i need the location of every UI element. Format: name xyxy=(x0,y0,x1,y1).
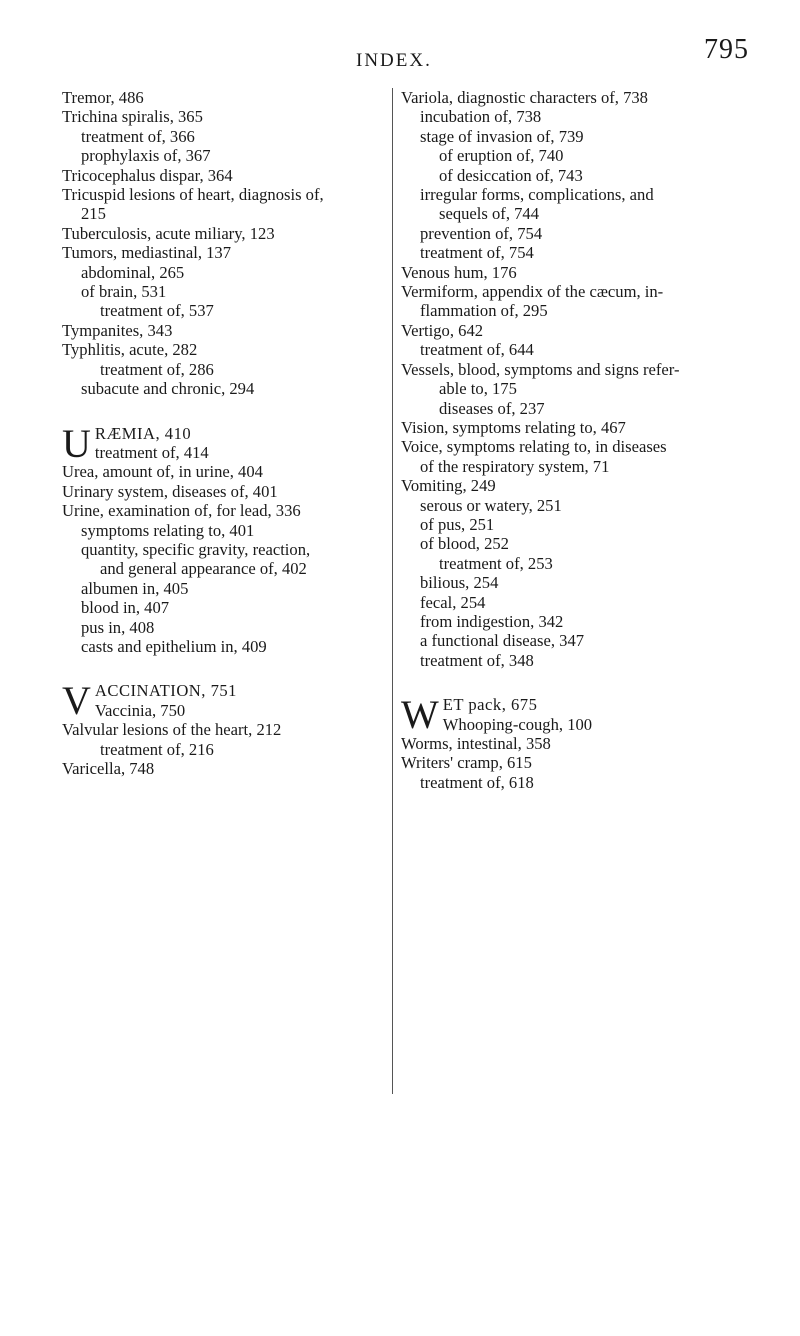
index-entry: Urine, examination of, for lead, 336 xyxy=(62,501,301,521)
index-subentry: treatment of, 348 xyxy=(420,650,534,670)
index-entry: Writers' cramp, 615 xyxy=(401,753,532,773)
index-entry: Variola, diagnostic characters of, 738 xyxy=(401,88,648,107)
index-subentry: quantity, specific gravity, reaction, xyxy=(81,539,311,559)
index-subentry: and general appearance of, 402 xyxy=(100,559,307,579)
index-entry: Vessels, blood, symptoms and signs refer- xyxy=(401,359,680,379)
index-subentry: subacute and chronic, 294 xyxy=(81,379,255,399)
index-subentry: stage of invasion of, 739 xyxy=(420,126,584,146)
index-subentry: pus in, 408 xyxy=(81,617,155,637)
column-divider xyxy=(392,88,393,1094)
index-subentry: treatment of, 253 xyxy=(439,553,553,573)
page-number: 795 xyxy=(704,34,749,65)
left-column xyxy=(62,88,384,778)
page-header xyxy=(0,34,800,84)
index-subentry: treatment of, 754 xyxy=(420,243,534,263)
index-entry: Vision, symptoms relating to, 467 xyxy=(401,417,626,437)
index-subentry: of pus, 251 xyxy=(420,514,495,534)
index-subentry: a functional disease, 347 xyxy=(420,631,585,651)
index-subentry: treatment of, 216 xyxy=(100,739,214,759)
index-section-t xyxy=(62,88,384,399)
drop-cap-w: W xyxy=(401,692,439,738)
index-entry: Urinary system, diseases of, 401 xyxy=(62,481,278,501)
index-entry: Tricocephalus dispar, 364 xyxy=(62,165,233,185)
index-subentry: diseases of, 237 xyxy=(439,398,545,418)
index-subentry: treatment of, 286 xyxy=(100,359,214,379)
index-subentry: blood in, 407 xyxy=(81,598,170,618)
index-entry: Varicella, 748 xyxy=(62,759,155,778)
index-entry: Worms, intestinal, 358 xyxy=(401,734,551,753)
index-section-w xyxy=(401,692,746,792)
index-subentry: irregular forms, complications, and xyxy=(420,185,654,205)
index-entry: Tricuspid lesions of heart, diagnosis of, xyxy=(62,185,324,205)
index-entry: Tremor, 486 xyxy=(62,88,144,107)
index-entry: ACCINATION, 751 xyxy=(94,681,237,701)
index-subentry: sequels of, 744 xyxy=(439,204,540,224)
index-subentry: treatment of, 414 xyxy=(94,442,209,462)
index-subentry: bilious, 254 xyxy=(420,573,499,593)
index-entry: Urea, amount of, in urine, 404 xyxy=(62,462,263,482)
index-entry: Tuberculosis, acute miliary, 123 xyxy=(62,223,275,243)
index-subentry: albumen in, 405 xyxy=(81,578,189,598)
index-entry: Voice, symptoms relating to, in diseases xyxy=(401,437,667,457)
index-subentry: symptoms relating to, 401 xyxy=(81,520,255,540)
index-entry: Typhlitis, acute, 282 xyxy=(62,340,198,360)
index-subentry: treatment of, 537 xyxy=(100,301,214,321)
index-subentry: of brain, 531 xyxy=(81,282,167,302)
index-subentry: serous or watery, 251 xyxy=(420,495,562,515)
index-subentry: of desiccation of, 743 xyxy=(439,165,583,185)
index-entry: Vermiform, appendix of the cæcum, in- xyxy=(401,282,664,302)
index-subentry: 215 xyxy=(81,204,106,224)
index-subentry: prophylaxis of, 367 xyxy=(81,146,211,166)
index-entry: Whooping-cough, 100 xyxy=(442,714,593,734)
index-subentry: treatment of, 366 xyxy=(81,126,195,146)
index-subentry: casts and epithelium in, 409 xyxy=(81,636,267,656)
index-subentry: able to, 175 xyxy=(439,379,517,399)
index-entry: Trichina spiralis, 365 xyxy=(62,107,203,127)
running-title: INDEX. xyxy=(356,50,432,71)
index-subentry: treatment of, 618 xyxy=(420,772,534,792)
index-subentry: of eruption of, 740 xyxy=(439,146,564,166)
index-section-u xyxy=(62,420,384,657)
drop-cap-v: V xyxy=(62,678,91,724)
index-entry: RÆMIA, 410 xyxy=(94,423,192,443)
index-section-v-continued xyxy=(401,88,746,670)
index-entry: Vomiting, 249 xyxy=(401,476,496,496)
index-section-v xyxy=(62,678,384,778)
right-column xyxy=(401,88,746,792)
index-subentry: flammation of, 295 xyxy=(420,301,548,321)
index-subentry: prevention of, 754 xyxy=(420,223,543,243)
index-subentry: abdominal, 265 xyxy=(81,262,185,282)
drop-cap-u: U xyxy=(62,420,91,466)
index-entry: Tumors, mediastinal, 137 xyxy=(62,243,232,263)
index-subentry: treatment of, 644 xyxy=(420,340,534,360)
index-subentry: from indigestion, 342 xyxy=(420,611,564,631)
index-entry: ET pack, 675 xyxy=(442,695,538,715)
index-entry: Venous hum, 176 xyxy=(401,262,517,282)
index-entry: Vertigo, 642 xyxy=(401,320,484,340)
index-subentry: fecal, 254 xyxy=(420,592,486,612)
index-entry: Tympanites, 343 xyxy=(62,320,173,340)
index-subentry: incubation of, 738 xyxy=(420,107,542,127)
index-entry: Valvular lesions of the heart, 212 xyxy=(62,720,282,740)
index-entry: Vaccinia, 750 xyxy=(94,700,186,720)
index-subentry: of blood, 252 xyxy=(420,534,509,554)
index-subentry: of the respiratory system, 71 xyxy=(420,456,610,476)
